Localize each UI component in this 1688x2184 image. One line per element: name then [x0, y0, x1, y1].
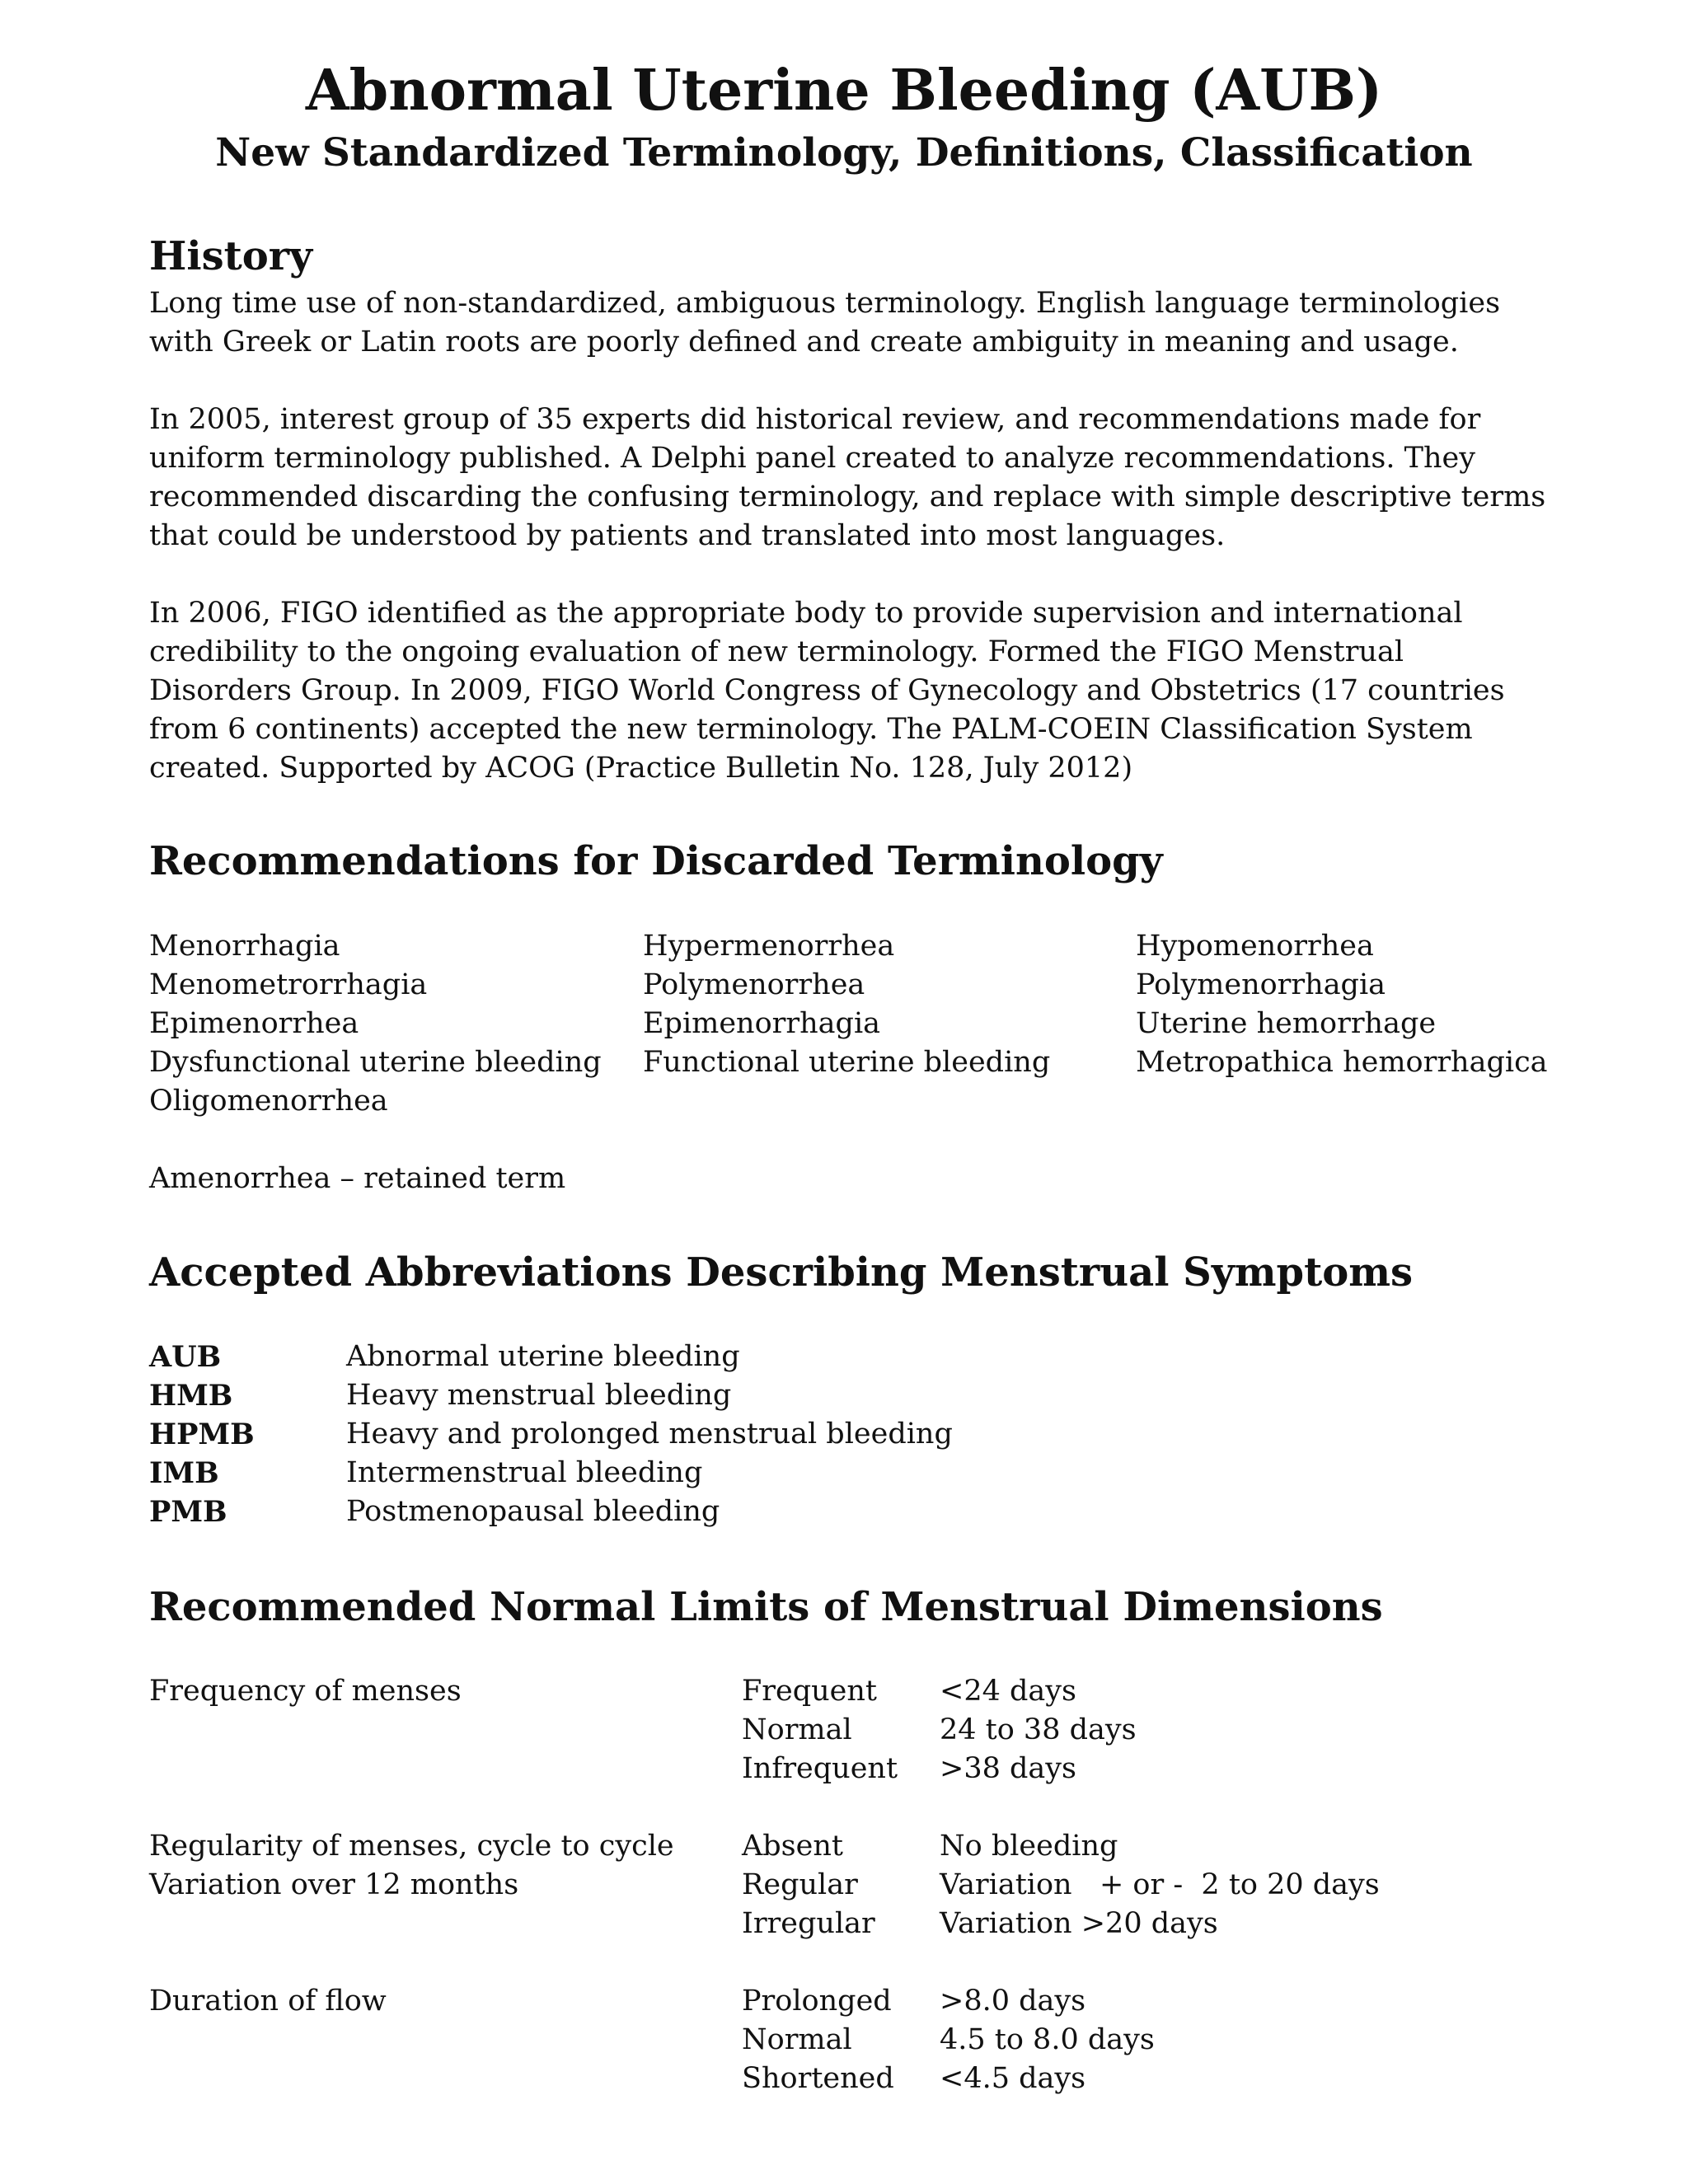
- discarded-term: Polymenorrhea: [643, 968, 865, 1001]
- abbreviation-code: PMB: [149, 1495, 227, 1529]
- abbreviation-code: AUB: [149, 1340, 222, 1374]
- dimension-term: Prolonged: [742, 1985, 892, 2018]
- history-paragraph-1: Long time use of non-standardized, ambiguous terminology. English language terminologies with Greek or Latin roots are poorly defined and create ambiguity in meaning and usage.: [149, 287, 1501, 359]
- abbreviation-meaning: Abnormal uterine bleeding: [346, 1340, 740, 1373]
- discarded-term: Epimenorrhea: [149, 1007, 359, 1040]
- dimension-term: Absent: [742, 1830, 843, 1863]
- discarded-term: Hypermenorrhea: [643, 930, 895, 963]
- retained-term: Amenorrhea – retained term: [149, 1162, 566, 1195]
- discarded-term: Dysfunctional uterine bleeding: [149, 1046, 602, 1079]
- dimension-value: <4.5 days: [940, 2062, 1086, 2095]
- discarded-term: Hypomenorrhea: [1136, 930, 1374, 963]
- abbreviation-code: HPMB: [149, 1418, 255, 1451]
- discarded-term: Menometrorrhagia: [149, 968, 428, 1001]
- dimension-label: Frequency of menses: [149, 1675, 462, 1708]
- discarded-term: Functional uterine bleeding: [643, 1046, 1051, 1079]
- document-subtitle: New Standardized Terminology, Definitions, Classification: [215, 130, 1473, 176]
- dimension-term: Frequent: [742, 1675, 877, 1708]
- discarded-term: Epimenorrhagia: [643, 1007, 880, 1040]
- history-heading: History: [149, 233, 312, 279]
- abbreviations-heading: Accepted Abbreviations Describing Menstrual Symptoms: [149, 1249, 1414, 1296]
- history-paragraph-3: In 2006, FIGO identified as the appropriate body to provide supervision and international credibility to the ongoing evaluation of new terminology. Formed the FIGO Menstrual Disorders Group. In 2009, FIGO World Congress of Gynecology and Obstetrics (17 countries from 6 continents) accepted the new terminology. The PALM-COEIN Classification System created. Supported by ACOG (Practice Bulletin No. 128, July 2012): [149, 597, 1505, 785]
- discarded-term: Metropathica hemorrhagica: [1136, 1046, 1548, 1079]
- abbreviation-meaning: Heavy menstrual bleeding: [346, 1379, 732, 1412]
- dimension-value: Variation >20 days: [940, 1907, 1218, 1940]
- discarded-term: Uterine hemorrhage: [1136, 1007, 1437, 1040]
- dimension-value: <24 days: [940, 1675, 1076, 1708]
- abbreviation-meaning: Heavy and prolonged menstrual bleeding: [346, 1418, 953, 1451]
- discarded-term: Oligomenorrhea: [149, 1085, 388, 1118]
- limits-heading: Recommended Normal Limits of Menstrual Dimensions: [149, 1584, 1383, 1630]
- dimension-value: 24 to 38 days: [940, 1713, 1137, 1746]
- dimension-value: >38 days: [940, 1752, 1076, 1785]
- dimension-term: Shortened: [742, 2062, 894, 2095]
- abbreviation-meaning: Postmenopausal bleeding: [346, 1495, 720, 1528]
- dimension-term: Irregular: [742, 1907, 875, 1940]
- abbreviation-meaning: Intermenstrual bleeding: [346, 1456, 703, 1489]
- dimension-label: Regularity of menses, cycle to cycle: [149, 1830, 674, 1863]
- dimension-term: Normal: [742, 1713, 852, 1746]
- dimension-label: Variation over 12 months: [149, 1868, 519, 1901]
- abbreviation-code: IMB: [149, 1456, 219, 1490]
- discarded-heading: Recommendations for Discarded Terminology: [149, 838, 1163, 884]
- dimension-term: Infrequent: [742, 1752, 898, 1785]
- dimension-value: No bleeding: [940, 1830, 1118, 1863]
- document-title: Abnormal Uterine Bleeding (AUB): [305, 58, 1383, 124]
- dimension-label: Duration of flow: [149, 1985, 387, 2018]
- discarded-term: Polymenorrhagia: [1136, 968, 1386, 1001]
- dimension-value: >8.0 days: [940, 1985, 1086, 2018]
- discarded-term: Menorrhagia: [149, 930, 340, 963]
- dimension-term: Regular: [742, 1868, 858, 1901]
- abbreviation-code: HMB: [149, 1379, 233, 1413]
- history-paragraph-2: In 2005, interest group of 35 experts did historical review, and recommendations made for uniform terminology published. A Delphi panel created to analyze recommendations. They recommended discarding the confusing terminology, and replace with simple descriptive terms that could be understood by patients and translated into most languages.: [149, 403, 1546, 552]
- dimension-term: Normal: [742, 2023, 852, 2056]
- dimension-value: 4.5 to 8.0 days: [940, 2023, 1155, 2056]
- dimension-value: Variation + or - 2 to 20 days: [940, 1868, 1380, 1901]
